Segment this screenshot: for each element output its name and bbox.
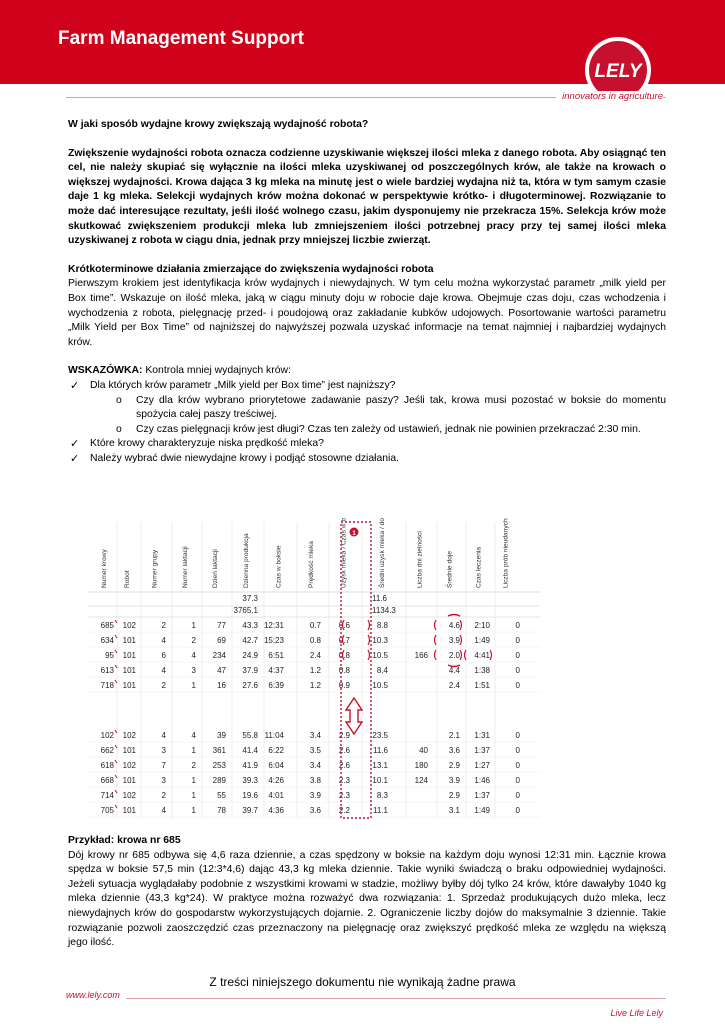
summary-production: 37.3 bbox=[242, 594, 258, 603]
cow-table-figure bbox=[88, 518, 540, 822]
table-cell: 102 bbox=[122, 791, 136, 800]
table-cell: 4 bbox=[191, 651, 196, 660]
table-cell: 4:01 bbox=[268, 791, 284, 800]
table-cell: 124 bbox=[414, 776, 428, 785]
short-term-heading: Krótkoterminowe działania zmierzające do zwiększenia wydajności robota bbox=[68, 263, 434, 275]
table-cell: 4:37 bbox=[268, 666, 284, 675]
table-cell: 78 bbox=[217, 806, 226, 815]
check-item-3 bbox=[68, 452, 666, 467]
table-cell: 662 bbox=[100, 746, 114, 755]
table-cell: 11:04 bbox=[264, 731, 284, 740]
question-heading: W jaki sposób wydajne krowy zwiększają wydajność robota? bbox=[68, 119, 369, 130]
table-cell: 4 bbox=[161, 636, 166, 645]
table-cell: 253 bbox=[212, 761, 226, 770]
table-cell: 55.8 bbox=[242, 731, 258, 740]
table-cell: 8.8 bbox=[376, 621, 388, 630]
table-cell: 2 bbox=[191, 636, 196, 645]
table-cell: 1:27 bbox=[474, 761, 490, 770]
table-cell: 95 bbox=[105, 651, 114, 660]
table-cell: 3.8 bbox=[309, 776, 321, 785]
table-cell: 41.9 bbox=[242, 761, 258, 770]
example-paragraph: Dój krowy nr 685 odbywa się 4,6 raza dziennie, a czas spędzony w boksie na każdym doju wynosi 12:31 min. Łącznie krowa spędza w boksie 57,5 min (12:3*4,6) dając 43,3 kg mleka dziennie. Takie wyniki świadczą o braku odpowiedniej wydajności. Jeżeli sytuacja wyglądałaby podobnie z wszystkimi krowami w stadzie, możliwy byłby dój tylko 24 krów, które dawałyby 1040 kg mleka dziennie (43,3 kg*24). W praktyce można rozważyć dwa rozwiązania: 1. Sprzedaż produkujących dużo mleka, lecz niewydajnych krów do gospodarstw wykorzystujących dojarnie. 2. Ograniczenie liczby dojów do maksymalnie 3 dziennie. Takie rozwiązanie pozwoli zaoszczędzić czas przeznaczony na pielęgnację oraz zwiększyć prędkość mleka ze względu na większą jego ilość. bbox=[68, 849, 666, 949]
table-cell: 2.3 bbox=[338, 776, 350, 785]
table-cell: 2.6 bbox=[338, 761, 350, 770]
column-header: Prędkość mleka bbox=[308, 541, 315, 588]
table-cell: 6:04 bbox=[268, 761, 284, 770]
table-cell: 1:49 bbox=[474, 636, 490, 645]
header-title: Farm Management Support bbox=[58, 28, 304, 49]
table-cell: 101 bbox=[122, 636, 136, 645]
table-cell: 685 bbox=[100, 621, 114, 630]
table-cell: 1:51 bbox=[474, 681, 490, 690]
table-cell: 1 bbox=[191, 621, 196, 630]
table-cell: 101 bbox=[122, 746, 136, 755]
table-cell: 2.3 bbox=[338, 791, 350, 800]
table-cell: 1 bbox=[191, 791, 196, 800]
table-cell: 2.6 bbox=[338, 746, 350, 755]
table-cell: 3.9 bbox=[309, 791, 321, 800]
table-cell: 1:37 bbox=[474, 746, 490, 755]
table-cell: 4 bbox=[161, 666, 166, 675]
table-cell: 2.2 bbox=[338, 806, 350, 815]
header-banner bbox=[0, 0, 725, 84]
check-item-text: Dla których krów parametr „Milk yield per Box time” jest najniższy? bbox=[90, 379, 396, 391]
sub-item-text: Czy czas pielęgnacji krów jest długi? Czas ten zależy od ustawień, jednak nie powinien przekraczać 2:30 min. bbox=[136, 423, 641, 435]
table-cell: 41.4 bbox=[242, 746, 258, 755]
sub-item-text: Czy dla krów wybrano priorytetowe zadawanie paszy? Jeśli tak, krowa musi pozostać w boksie do momentu spożycia całej paszy treściwej. bbox=[136, 394, 666, 421]
table-cell: 3.4 bbox=[309, 731, 321, 740]
table-cell: 2.9 bbox=[338, 731, 350, 740]
table-cell: 3.4 bbox=[309, 761, 321, 770]
table-cell: 7 bbox=[161, 761, 166, 770]
table-cell: 1:31 bbox=[474, 731, 490, 740]
table-cell: 4.6 bbox=[448, 621, 460, 630]
column-header: Dzień laktacji bbox=[212, 549, 219, 588]
table-cell: 3 bbox=[161, 746, 166, 755]
table-cell: 0 bbox=[515, 681, 520, 690]
table-cell: 0 bbox=[515, 761, 520, 770]
table-cell: 4:41 bbox=[474, 651, 490, 660]
table-cell: 8.3 bbox=[376, 791, 388, 800]
sub-item-1 bbox=[68, 394, 666, 423]
table-cell: 6:39 bbox=[268, 681, 284, 690]
table-cell: 42.7 bbox=[242, 636, 258, 645]
table-cell: 1 bbox=[191, 681, 196, 690]
table-cell: 4 bbox=[161, 806, 166, 815]
table-cell: 12:31 bbox=[263, 621, 284, 630]
table-cell: 0 bbox=[515, 636, 520, 645]
table-cell: 101 bbox=[122, 666, 136, 675]
table-cell: 55 bbox=[217, 791, 226, 800]
check-item-text: Należy wybrać dwie niewydajne krowy i podjąć stosowne działania. bbox=[90, 452, 399, 464]
table-cell: 16 bbox=[217, 681, 226, 690]
table-cell: 6 bbox=[161, 651, 166, 660]
table-cell: 1:37 bbox=[474, 791, 490, 800]
table-cell: 2 bbox=[161, 681, 166, 690]
table-cell: 3.6 bbox=[309, 806, 321, 815]
table-cell: 3 bbox=[191, 666, 196, 675]
summary-yield: 11.6 bbox=[372, 594, 387, 603]
bullet-icon: o bbox=[116, 394, 122, 406]
table-cell: 39.7 bbox=[242, 806, 258, 815]
table-cell: 2.9 bbox=[448, 761, 460, 770]
marker-number: 1 bbox=[352, 530, 356, 537]
table-cell: 0 bbox=[515, 791, 520, 800]
table-cell: 3.6 bbox=[448, 746, 460, 755]
table-cell: 0 bbox=[515, 776, 520, 785]
table-cell: 1 bbox=[191, 776, 196, 785]
summary-yield: 1134.3 bbox=[372, 606, 396, 615]
table-cell: 0 bbox=[515, 746, 520, 755]
column-header: Czas leczenia bbox=[475, 546, 483, 588]
table-cell: 40 bbox=[419, 746, 428, 755]
table-cell: 714 bbox=[100, 791, 114, 800]
table-cell: 234 bbox=[212, 651, 226, 660]
table-cell: 101 bbox=[122, 806, 136, 815]
table-cell: 23.5 bbox=[372, 731, 388, 740]
table-cell: 47 bbox=[217, 666, 226, 675]
table-cell: 24.9 bbox=[242, 651, 258, 660]
table-cell: 11.1 bbox=[373, 806, 388, 815]
table-cell: 0.7 bbox=[338, 636, 350, 645]
column-header: Liczba dni zielności bbox=[416, 531, 424, 588]
table-cell: 69 bbox=[217, 636, 226, 645]
table-cell: 0 bbox=[515, 666, 520, 675]
table-cell: 2 bbox=[161, 791, 166, 800]
table-cell: 0 bbox=[515, 806, 520, 815]
footer-brand: Live Life Lely bbox=[604, 1008, 663, 1018]
table-cell: 618 bbox=[100, 761, 114, 770]
table-cell: 166 bbox=[414, 651, 428, 660]
table-cell: 2 bbox=[161, 621, 166, 630]
column-header: Numer laktacji bbox=[182, 546, 189, 588]
table-cell: 2.4 bbox=[309, 651, 321, 660]
table-cell: 0 bbox=[515, 651, 520, 660]
table-cell: 1 bbox=[191, 806, 196, 815]
table-cell: 4:26 bbox=[268, 776, 284, 785]
footer-disclaimer: Z treści niniejszego dokumentu nie wynikają żadne prawa bbox=[209, 975, 516, 989]
footer-divider bbox=[66, 998, 666, 999]
check-icon: ✓ bbox=[70, 452, 80, 465]
table-cell: 8.4 bbox=[376, 666, 388, 675]
table-cell: 361 bbox=[212, 746, 226, 755]
column-header: Czas w boksie bbox=[275, 545, 283, 588]
table-cell: 289 bbox=[212, 776, 226, 785]
table-cell: 3.1 bbox=[448, 806, 460, 815]
table-cell: 37.9 bbox=[242, 666, 258, 675]
check-item-text: Które krowy charakteryzuje niska prędkość mleka? bbox=[90, 438, 324, 450]
table-cell: 101 bbox=[122, 776, 136, 785]
check-item-1 bbox=[68, 379, 666, 394]
column-header: Uzysk mleka / Czas w boksie bbox=[340, 518, 348, 588]
table-cell: 1:38 bbox=[474, 666, 490, 675]
table-cell: 2 bbox=[191, 761, 196, 770]
table-cell: 1.2 bbox=[309, 666, 321, 675]
table-cell: 3 bbox=[161, 776, 166, 785]
table-cell: 3.9 bbox=[448, 776, 460, 785]
example-section bbox=[68, 834, 666, 951]
bullet-icon: o bbox=[116, 423, 122, 435]
table-cell: 1:46 bbox=[474, 776, 490, 785]
table-cell: 0.6 bbox=[338, 621, 350, 630]
table-cell: 1:49 bbox=[474, 806, 490, 815]
table-cell: 6:22 bbox=[268, 746, 284, 755]
table-cell: 10.1 bbox=[372, 776, 388, 785]
table-cell: 4:36 bbox=[268, 806, 284, 815]
main-content bbox=[68, 118, 666, 466]
table-cell: 19.6 bbox=[242, 791, 258, 800]
column-header: Średnie doje bbox=[446, 550, 454, 588]
cow-table-svg bbox=[88, 518, 540, 822]
sub-item-2 bbox=[68, 423, 666, 438]
column-header: Liczba prób nieudanych bbox=[502, 518, 510, 588]
table-cell: 13.1 bbox=[372, 761, 388, 770]
table-cell: 718 bbox=[100, 681, 114, 690]
check-icon: ✓ bbox=[70, 438, 80, 451]
column-header: Dzienna produkcja bbox=[243, 533, 250, 588]
table-cell: 10.3 bbox=[372, 636, 388, 645]
table-cell: 101 bbox=[122, 681, 136, 690]
table-cell: 6:51 bbox=[268, 651, 284, 660]
summary-production: 3765.1 bbox=[233, 606, 258, 615]
column-header: Średni uzysk mleka / doj bbox=[379, 518, 386, 588]
table-cell: 2.1 bbox=[448, 731, 460, 740]
table-cell: 3.5 bbox=[309, 746, 321, 755]
table-cell: 43.3 bbox=[242, 621, 258, 630]
tip-line bbox=[68, 364, 666, 379]
check-icon: ✓ bbox=[70, 379, 80, 392]
table-cell: 2.9 bbox=[448, 791, 460, 800]
table-cell: 10.5 bbox=[372, 651, 388, 660]
table-cell: 0.8 bbox=[309, 636, 321, 645]
footer-url: www.lely.com bbox=[66, 990, 126, 1000]
table-cell: 180 bbox=[414, 761, 428, 770]
column-header: Numer krowy bbox=[101, 549, 108, 588]
table-cell: 39.3 bbox=[242, 776, 258, 785]
logo-text: LELY bbox=[594, 61, 642, 82]
intro-paragraph: Zwiększenie wydajności robota oznacza codzienne uzyskiwanie większej ilości mleka z danego robota. Aby osiągnąć ten cel, nie należy skupiać się wyłącznie na ilości mleka uzyskiwanej od poszczególnych krów, ale także na krowach o większej wydajności. Krowa dająca 3 kg mleka na minutę jest o wiele bardziej wydajna niż ta, która w tym samym czasie daje 1 kg mleka. Selekcji wydajnych krów można dokonać w perspektywie krótko- i długoterminowej. Rozwiązanie to może dać interesujące rezultaty, jeśli ilość wolnego czasu, jakim dysponujemy nie przekracza 15%. Selekcja krów może skutkować zwiększeniem produkcji mleka lub zmniejszeniem ilości potrzebnej pracy przy tej samej ilości mleka uzyskiwanej z robota w ciągu dnia, jednak przy mniejszej liczbie zwierząt. bbox=[68, 147, 666, 247]
table-cell: 4 bbox=[191, 731, 196, 740]
table-cell: 102 bbox=[122, 731, 136, 740]
table-cell: 705 bbox=[100, 806, 114, 815]
table-cell: 0.8 bbox=[338, 666, 350, 675]
table-cell: 101 bbox=[122, 651, 136, 660]
table-cell: 1.2 bbox=[309, 681, 321, 690]
table-cell: 77 bbox=[217, 621, 226, 630]
table-cell: 39 bbox=[217, 731, 226, 740]
table-cell: 102 bbox=[122, 621, 136, 630]
column-header: Numer grupy bbox=[151, 549, 159, 588]
check-item-2 bbox=[68, 437, 666, 452]
table-cell: 2.4 bbox=[448, 681, 460, 690]
table-cell: 0 bbox=[515, 621, 520, 630]
table-cell: 1 bbox=[191, 746, 196, 755]
table-cell: 0.8 bbox=[338, 651, 350, 660]
table-cell: 668 bbox=[100, 776, 114, 785]
tip-label: WSKAZÓWKA: bbox=[68, 365, 143, 377]
table-cell: 4 bbox=[161, 731, 166, 740]
table-cell: 0.7 bbox=[309, 621, 321, 630]
column-header: Robot bbox=[124, 570, 131, 588]
example-heading: Przykład: krowa nr 685 bbox=[68, 835, 181, 846]
table-cell: 27.6 bbox=[242, 681, 258, 690]
table-cell: 4.4 bbox=[448, 666, 460, 675]
table-cell: 634 bbox=[100, 636, 114, 645]
table-cell: 613 bbox=[100, 666, 114, 675]
tagline: innovators in agriculture bbox=[556, 91, 663, 102]
table-cell: 10.5 bbox=[372, 681, 388, 690]
short-term-paragraph: Pierwszym krokiem jest identyfikacja krów wydajnych i niewydajnych. W tym celu można wykorzystać parametr „milk yield per Box time”. Wskazuje on ilość mleka, jaką w ciągu minuty doju w robocie daje krowa. Obejmuje czas doju, czas wchodzenia i wychodzenia z robota, pielęgnację przed- i poudojową oraz zakładanie kubków udojowych. Posortowanie wartości parametru „Milk Yield per Box Time” od najniższej do najwyższej pozwala uzyskać informacje na temat najmniej i najbardziej wydajnych krów. bbox=[68, 278, 666, 348]
table-cell: 2:10 bbox=[474, 621, 490, 630]
table-cell: 0 bbox=[515, 731, 520, 740]
tip-text: Kontrola mniej wydajnych krów: bbox=[142, 365, 291, 377]
table-cell: 15:23 bbox=[263, 636, 284, 645]
table-cell: 102 bbox=[100, 731, 114, 740]
table-cell: 3.9 bbox=[448, 636, 460, 645]
table-cell: 0.9 bbox=[338, 681, 350, 690]
table-cell: 102 bbox=[122, 761, 136, 770]
table-cell: 2.0 bbox=[448, 651, 460, 660]
table-cell: 11.6 bbox=[373, 746, 388, 755]
